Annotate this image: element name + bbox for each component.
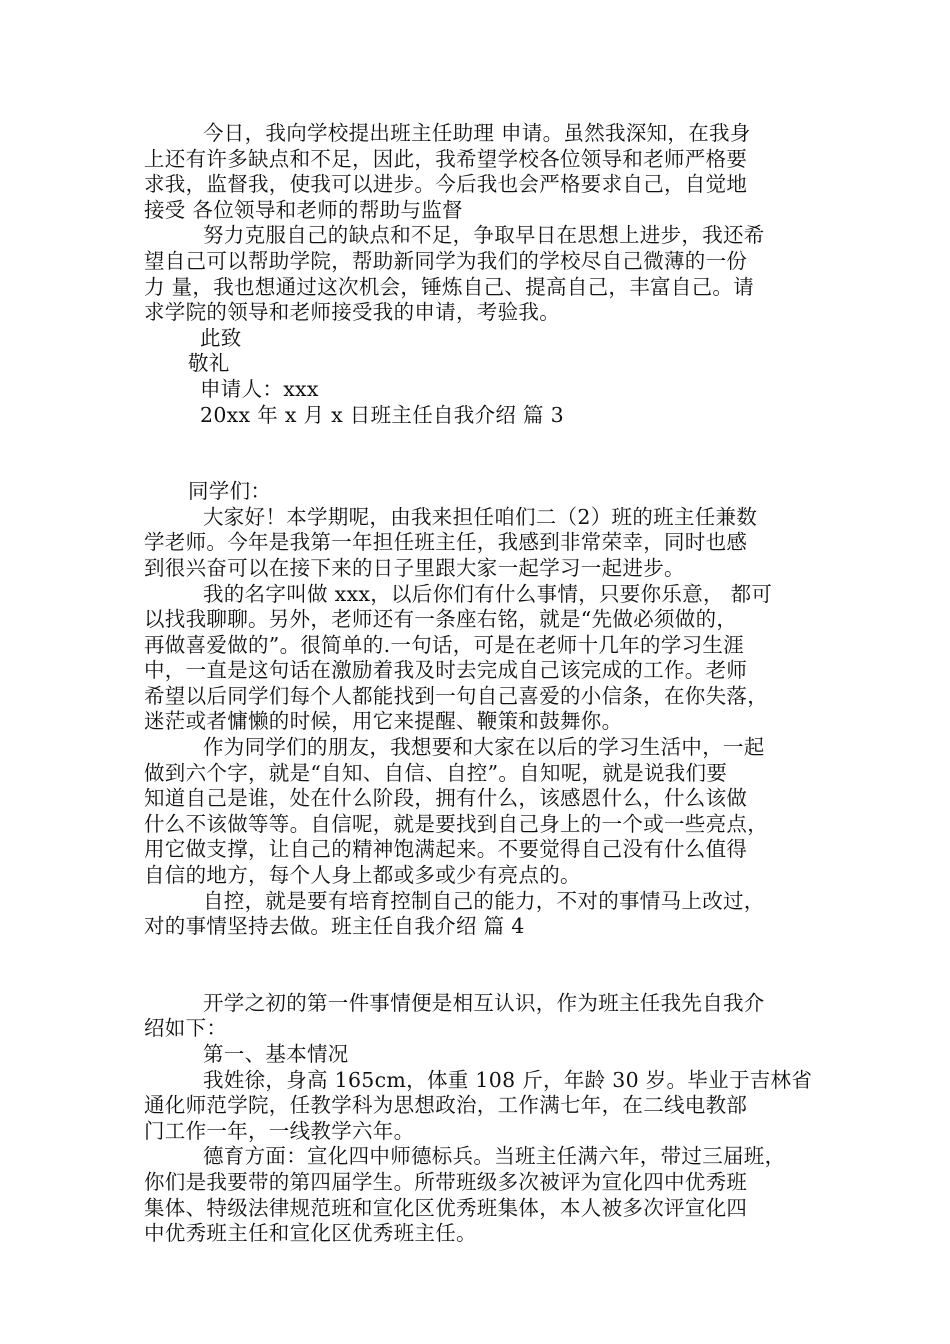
date-title-line: 20xx 年 x 月 x 日班主任自我介绍 篇 3	[200, 402, 564, 427]
text-line: 到很兴奋可以在接下来的日子里跟大家一起学习一起进步。	[144, 555, 685, 580]
text-line: 自控，就是要有培育控制自己的能力，不对的事情马上改过，	[203, 888, 765, 913]
text-line: 求学院的领导和老师接受我的申请，考验我。	[144, 300, 560, 325]
paragraph-basic-info	[144, 1068, 816, 1145]
text-line: 迷茫或者慵懒的时候，用它来提醒、鞭策和鼓舞你。	[144, 709, 623, 734]
text-line: 大家好！本学期呢，由我来担任咱们二（2）班的班主任兼数	[203, 504, 758, 529]
text-line: 绍如下：	[144, 1016, 228, 1041]
text-line: 上还有许多缺点和不足，因此，我希望学校各位领导和老师严格要	[144, 146, 748, 171]
paragraph-intro	[144, 505, 816, 582]
spacer	[144, 940, 816, 991]
text-line: 你们是我要带的第四届学生。所带班级多次被评为宣化四中优秀班	[144, 1169, 748, 1194]
paragraph-name	[144, 582, 816, 736]
text-line: 希望以后同学们每个人都能找到一句自己喜爱的小信条，在你失落，	[144, 683, 768, 708]
text-line: 学老师。今年是我第一年担任班主任，我感到非常荣幸，同时也感	[144, 530, 748, 555]
document-page	[144, 121, 816, 1247]
paragraph-effort	[144, 223, 816, 325]
text-line: 对的事情坚持去做。班主任自我介绍 篇 4	[144, 914, 525, 939]
text-line: 作为同学们的朋友，我想要和大家在以后的学习生活中，一起	[203, 735, 765, 760]
paragraph-self-control	[144, 889, 816, 940]
text-line: 再做喜爱做的”。很简单的.一句话，可是在老师十几年的学习生涯	[144, 632, 744, 657]
text-line: 求我，监督我，使我可以进步。今后我也会严格要求自己，自觉地	[144, 172, 748, 197]
closing-jingli: 敬礼	[188, 351, 230, 376]
text-line: 什么不该做等等。自信呢，就是要找到自己身上的一个或一些亮点，	[144, 811, 768, 836]
paragraph-application	[144, 121, 816, 223]
text-line: 用它做支撑，让自己的精神饱满起来。不要觉得自己没有什么值得	[144, 837, 748, 862]
section-heading: 第一、基本情况	[203, 1042, 349, 1066]
text-line: 接受 各位领导和老师的帮助与监督	[144, 197, 463, 222]
text-line: 努力克服自己的缺点和不足，争取早日在思想上进步，我还希	[203, 223, 765, 248]
text-line: 集体、特级法律规范班和宣化区优秀班集体，本人被多次评宣化四	[144, 1195, 748, 1220]
closing-cizhi: 此致	[200, 325, 242, 350]
applicant-line: 申请人：xxx	[200, 376, 319, 401]
greeting: 同学们：	[188, 479, 272, 504]
text-line: 我的名字叫做 xxx，以后你们有什么事情，只要你乐意， 都可	[203, 581, 773, 606]
paragraph-moral-education	[144, 1144, 816, 1246]
text-line: 以找我聊聊。另外，老师还有一条座右铭，就是“先做必须做的，	[144, 607, 738, 632]
text-line: 自信的地方，每个人身上都或多或少有亮点的。	[144, 863, 581, 888]
text-line: 知道自己是谁，处在什么阶段，拥有什么，该感恩什么，什么该做	[144, 786, 748, 811]
spacer	[144, 428, 816, 479]
text-line: 望自己可以帮助学院，帮助新同学为我们的学校尽自己微薄的一份	[144, 248, 748, 273]
text-line: 今日，我向学校提出班主任助理 申请。虽然我深知，在我身	[203, 121, 751, 145]
paragraph-opening	[144, 991, 816, 1042]
text-line: 我姓徐，身高 165cm，体重 108 斤，年龄 30 岁。毕业于吉林省	[203, 1067, 813, 1092]
text-line: 中，一直是这句话在激励着我及时去完成自己该完成的工作。老师	[144, 658, 748, 683]
text-line: 门工作一年，一线教学六年。	[144, 1118, 415, 1143]
text-line: 中优秀班主任和宣化区优秀班主任。	[144, 1221, 477, 1246]
paragraph-friends	[144, 735, 816, 889]
text-line: 开学之初的第一件事情便是相互认识，作为班主任我先自我介	[203, 990, 765, 1015]
text-line: 通化师范学院，任教学科为思想政治，工作满七年，在二线电教部	[144, 1093, 748, 1118]
text-line: 力 量，我也想通过这次机会，锤炼自己、提高自己，丰富自己。请	[144, 274, 755, 299]
text-line: 德育方面：宣化四中师德标兵。当班主任满六年，带过三届班，	[203, 1144, 786, 1169]
text-line: 做到六个字，就是“自知、自信、自控”。自知呢，就是说我们要	[144, 760, 728, 785]
